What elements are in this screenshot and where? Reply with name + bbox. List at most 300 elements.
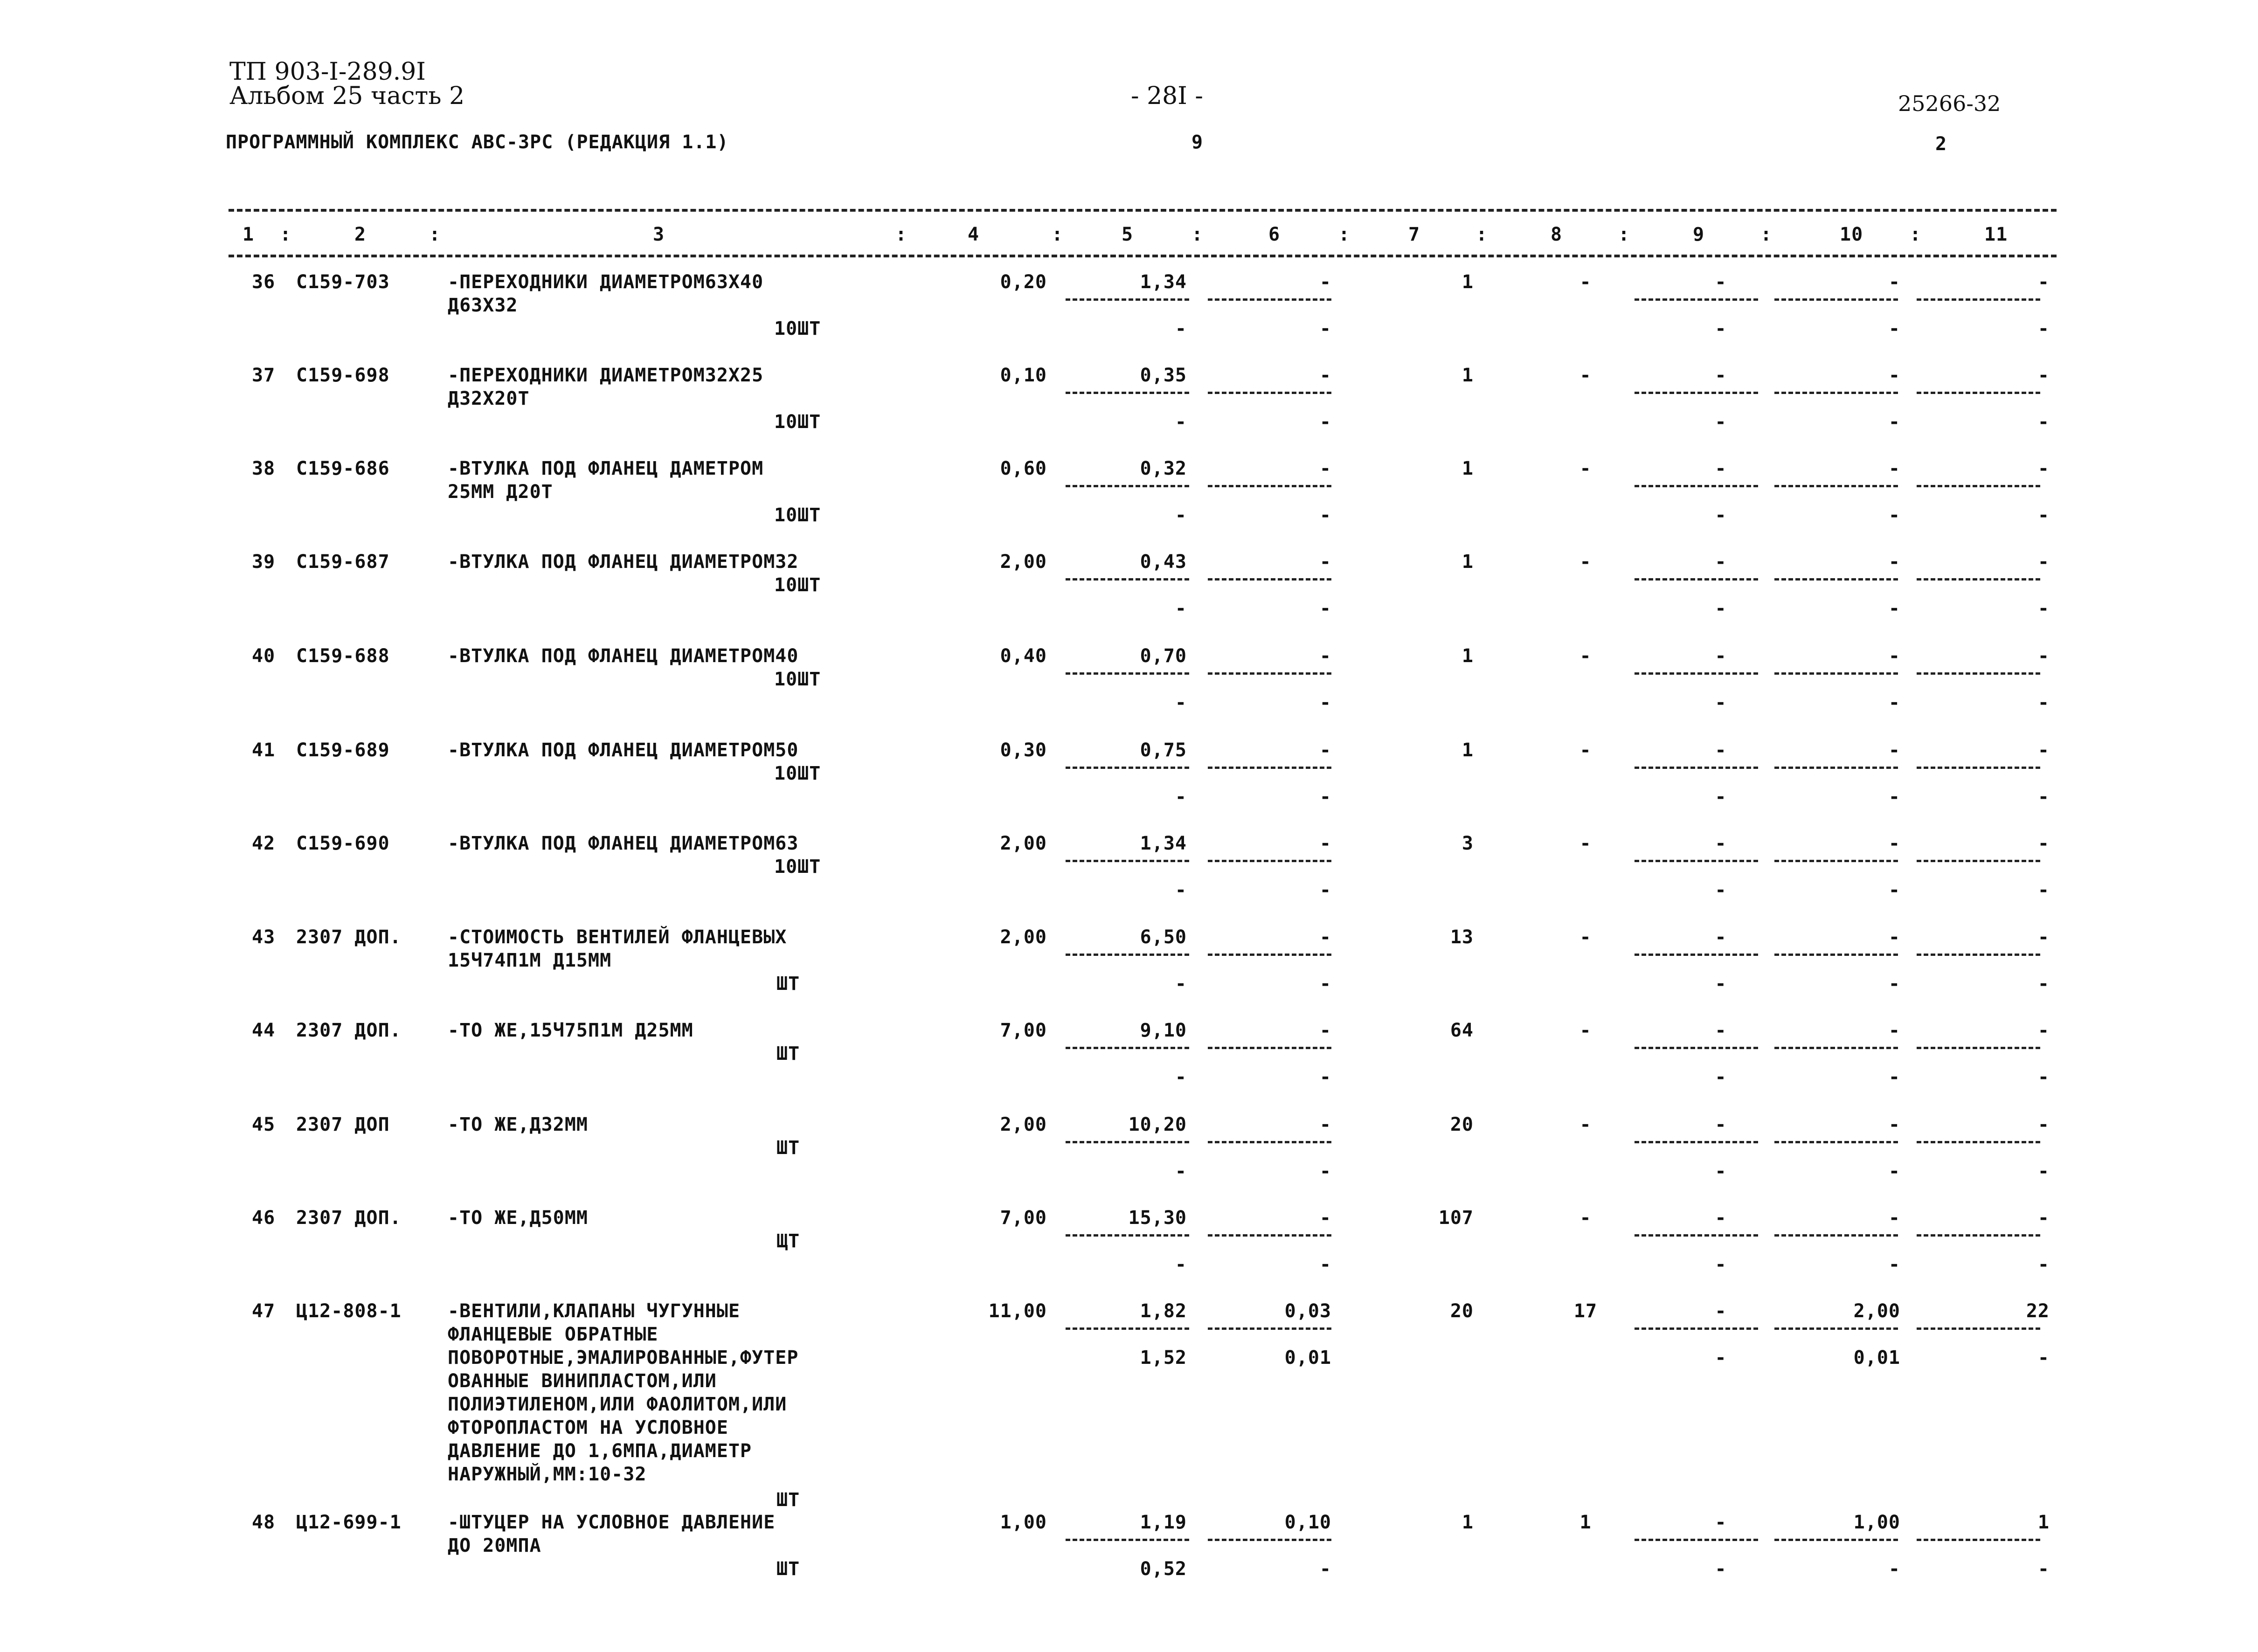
col11-lower-value: - xyxy=(2037,1161,2050,1182)
unit-cost-lower-value: - xyxy=(1175,318,1187,339)
machine-cost-lower-value: - xyxy=(1319,1254,1331,1275)
value-divider xyxy=(1066,767,1189,769)
col10-value: - xyxy=(1888,926,1900,948)
work-description-line: -ТО ЖЕ,Д32ММ xyxy=(448,1114,588,1135)
unit-label: 10ШТ xyxy=(774,318,821,339)
col9-value: - xyxy=(1715,740,1727,761)
col9-value: - xyxy=(1715,645,1727,667)
machine-cost-value: - xyxy=(1319,926,1331,948)
value-divider xyxy=(1774,1234,1898,1237)
quantity-value: 0,60 xyxy=(1000,458,1047,479)
col8-value: - xyxy=(1579,740,1592,761)
col9-lower-value: - xyxy=(1715,879,1727,901)
unit-cost-lower-value: - xyxy=(1175,1254,1187,1275)
value-divider xyxy=(1917,1539,2040,1541)
col9-value: - xyxy=(1715,833,1727,854)
value-divider xyxy=(1774,1141,1898,1143)
machine-cost-lower-value: - xyxy=(1319,1161,1331,1182)
unit-cost-value: 0,43 xyxy=(1140,551,1187,573)
unit-cost-lower-value: 1,52 xyxy=(1140,1347,1187,1369)
row-number: 40 xyxy=(252,645,276,667)
unit-label: 10ШТ xyxy=(774,574,821,596)
col9-lower-value: - xyxy=(1715,411,1727,433)
col9-lower-value: - xyxy=(1715,1347,1727,1369)
col11-lower-value: - xyxy=(2037,1347,2050,1369)
column-separator: : xyxy=(429,224,441,245)
row-number: 48 xyxy=(252,1512,276,1533)
value-divider xyxy=(1774,485,1898,487)
col9-value: - xyxy=(1715,458,1727,479)
col8-value: - xyxy=(1579,1207,1592,1229)
machine-cost-value: - xyxy=(1319,458,1331,479)
work-description-line: ФТОРОПЛАСТОМ НА УСЛОВНОЕ xyxy=(448,1417,728,1438)
col11-value: - xyxy=(2037,271,2050,293)
col11-value: - xyxy=(2037,740,2050,761)
value-divider xyxy=(1066,1327,1189,1330)
unit-label: 10ШТ xyxy=(774,505,821,526)
unit-cost-lower-value: - xyxy=(1175,598,1187,619)
column-separator: : xyxy=(280,224,292,245)
col11-lower-value: - xyxy=(2037,318,2050,339)
table-top-rule xyxy=(229,209,2057,212)
value-divider xyxy=(1635,954,1758,956)
col10-lower-value: - xyxy=(1888,786,1900,808)
norm-code: 2307 ДОП xyxy=(296,1114,390,1135)
value-divider xyxy=(1066,672,1189,675)
value-divider xyxy=(1066,578,1189,581)
quantity-value: 2,00 xyxy=(1000,926,1047,948)
unit-cost-value: 1,19 xyxy=(1140,1512,1187,1533)
value-divider xyxy=(1066,1047,1189,1049)
col10-lower-value: - xyxy=(1888,411,1900,433)
total-value: 1 xyxy=(1461,365,1474,386)
quantity-value: 7,00 xyxy=(1000,1207,1047,1229)
total-value: 20 xyxy=(1450,1114,1474,1135)
column-separator: : xyxy=(1338,224,1351,245)
machine-cost-value: - xyxy=(1319,271,1331,293)
value-divider xyxy=(1635,1539,1758,1541)
unit-label: 10ШТ xyxy=(774,763,821,784)
col10-lower-value: - xyxy=(1888,598,1900,619)
col9-value: - xyxy=(1715,1207,1727,1229)
quantity-value: 0,20 xyxy=(1000,271,1047,293)
unit-cost-lower-value: - xyxy=(1175,505,1187,526)
work-description-line: ПОВОРОТНЫЕ,ЭМАЛИРОВАННЫЕ,ФУТЕР xyxy=(448,1347,799,1369)
unit-label: ШТ xyxy=(776,973,800,995)
quantity-value: 2,00 xyxy=(1000,833,1047,854)
total-value: 64 xyxy=(1450,1020,1474,1041)
work-description-line: ДО 20МПА xyxy=(448,1535,541,1556)
total-value: 1 xyxy=(1461,551,1474,573)
col8-value: - xyxy=(1579,1114,1592,1135)
value-divider xyxy=(1917,1327,2040,1330)
col10-value: - xyxy=(1888,458,1900,479)
unit-label: 10ШТ xyxy=(774,411,821,433)
col9-value: - xyxy=(1715,1512,1727,1533)
machine-cost-value: - xyxy=(1319,551,1331,573)
total-value: 20 xyxy=(1450,1300,1474,1322)
unit-cost-lower-value: - xyxy=(1175,1066,1187,1088)
col11-value: 1 xyxy=(2037,1512,2050,1533)
col10-value: - xyxy=(1888,1207,1900,1229)
work-description-line: -ПЕРЕХОДНИКИ ДИАМЕТРОМ32Х25 xyxy=(448,365,764,386)
value-divider xyxy=(1635,672,1758,675)
total-value: 1 xyxy=(1461,645,1474,667)
unit-cost-value: 1,82 xyxy=(1140,1300,1187,1322)
col9-lower-value: - xyxy=(1715,786,1727,808)
col9-lower-value: - xyxy=(1715,1254,1727,1275)
row-number: 47 xyxy=(252,1300,276,1322)
unit-cost-lower-value: - xyxy=(1175,879,1187,901)
unit-cost-value: 0,35 xyxy=(1140,365,1187,386)
document-stamp: 25266-32 xyxy=(1898,91,2001,116)
quantity-value: 7,00 xyxy=(1000,1020,1047,1041)
col10-value: - xyxy=(1888,740,1900,761)
machine-cost-lower-value: - xyxy=(1319,786,1331,808)
column-number: 5 xyxy=(1122,224,1134,245)
value-divider xyxy=(1917,954,2040,956)
value-divider xyxy=(1208,672,1331,675)
col10-lower-value: 0,01 xyxy=(1853,1347,1900,1369)
row-number: 36 xyxy=(252,271,276,293)
col9-value: - xyxy=(1715,271,1727,293)
machine-cost-lower-value: - xyxy=(1319,879,1331,901)
col10-lower-value: - xyxy=(1888,973,1900,995)
row-number: 45 xyxy=(252,1114,276,1135)
col11-value: - xyxy=(2037,645,2050,667)
work-description-line: -СТОИМОСТЬ ВЕНТИЛЕЙ ФЛАНЦЕВЫХ xyxy=(448,926,787,948)
col11-lower-value: - xyxy=(2037,1558,2050,1580)
value-divider xyxy=(1774,954,1898,956)
work-description-line: -ВТУЛКА ПОД ФЛАНЕЦ ДИАМЕТРОМ50 xyxy=(448,740,799,761)
col10-value: - xyxy=(1888,365,1900,386)
work-description-line: -ВЕНТИЛИ,КЛАПАНЫ ЧУГУННЫЕ xyxy=(448,1300,741,1322)
col11-lower-value: - xyxy=(2037,973,2050,995)
machine-cost-lower-value: - xyxy=(1319,692,1331,713)
work-description-line: -ТО ЖЕ,15Ч75П1М Д25ММ xyxy=(448,1020,693,1041)
col9-lower-value: - xyxy=(1715,318,1727,339)
col11-lower-value: - xyxy=(2037,786,2050,808)
work-description-line: -ВТУЛКА ПОД ФЛАНЕЦ ДИАМЕТРОМ63 xyxy=(448,833,799,854)
unit-cost-value: 9,10 xyxy=(1140,1020,1187,1041)
col11-lower-value: - xyxy=(2037,879,2050,901)
norm-code: С159-688 xyxy=(296,645,390,667)
sheet-index-left: 9 xyxy=(1191,131,1204,153)
value-divider xyxy=(1917,672,2040,675)
machine-cost-value: 0,03 xyxy=(1284,1300,1331,1322)
value-divider xyxy=(1917,298,2040,301)
unit-label: ЩТ xyxy=(776,1230,800,1252)
unit-cost-value: 6,50 xyxy=(1140,926,1187,948)
unit-cost-value: 0,75 xyxy=(1140,740,1187,761)
col10-lower-value: - xyxy=(1888,1161,1900,1182)
norm-code: С159-687 xyxy=(296,551,390,573)
column-separator: : xyxy=(895,224,907,245)
col11-lower-value: - xyxy=(2037,1066,2050,1088)
total-value: 1 xyxy=(1461,271,1474,293)
value-divider xyxy=(1917,767,2040,769)
col11-lower-value: - xyxy=(2037,1254,2050,1275)
value-divider xyxy=(1635,1327,1758,1330)
machine-cost-value: - xyxy=(1319,833,1331,854)
work-description-line: -ВТУЛКА ПОД ФЛАНЕЦ ДАМЕТРОМ xyxy=(448,458,764,479)
column-separator: : xyxy=(1191,224,1204,245)
value-divider xyxy=(1208,298,1331,301)
col11-value: 22 xyxy=(2026,1300,2050,1322)
col9-lower-value: - xyxy=(1715,1558,1727,1580)
quantity-value: 0,30 xyxy=(1000,740,1047,761)
machine-cost-lower-value: - xyxy=(1319,973,1331,995)
col8-value: - xyxy=(1579,551,1592,573)
total-value: 3 xyxy=(1461,833,1474,854)
norm-code: С159-689 xyxy=(296,740,390,761)
work-description-line: ОВАННЫЕ ВИНИПЛАСТОМ,ИЛИ xyxy=(448,1370,717,1392)
norm-code: 2307 ДОП. xyxy=(296,926,402,948)
column-number: 9 xyxy=(1693,224,1705,245)
col8-value: 1 xyxy=(1579,1512,1592,1533)
unit-cost-value: 0,70 xyxy=(1140,645,1187,667)
value-divider xyxy=(1066,485,1189,487)
norm-code: С159-686 xyxy=(296,458,390,479)
row-number: 39 xyxy=(252,551,276,573)
value-divider xyxy=(1774,298,1898,301)
work-description-line: ПОЛИЭТИЛЕНОМ,ИЛИ ФАОЛИТОМ,ИЛИ xyxy=(448,1394,787,1415)
value-divider xyxy=(1066,298,1189,301)
work-description-line: -ВТУЛКА ПОД ФЛАНЕЦ ДИАМЕТРОМ32 xyxy=(448,551,799,573)
value-divider xyxy=(1917,1234,2040,1237)
value-divider xyxy=(1774,672,1898,675)
unit-cost-lower-value: - xyxy=(1175,973,1187,995)
column-separator: : xyxy=(1910,224,1922,245)
unit-label: ШТ xyxy=(776,1489,800,1511)
value-divider xyxy=(1774,767,1898,769)
norm-code: Ц12-808-1 xyxy=(296,1300,402,1322)
value-divider xyxy=(1208,578,1331,581)
col10-value: 1,00 xyxy=(1853,1512,1900,1533)
col8-value: 17 xyxy=(1573,1300,1598,1322)
work-description-line: -ТО ЖЕ,Д50ММ xyxy=(448,1207,588,1229)
value-divider xyxy=(1208,1047,1331,1049)
value-divider xyxy=(1635,1047,1758,1049)
table-header-rule xyxy=(229,255,2057,257)
document-code: ТП 903-I-289.9I xyxy=(229,58,426,86)
unit-cost-lower-value: - xyxy=(1175,786,1187,808)
col8-value: - xyxy=(1579,645,1592,667)
value-divider xyxy=(1774,392,1898,394)
value-divider xyxy=(1208,392,1331,394)
machine-cost-lower-value: - xyxy=(1319,505,1331,526)
value-divider xyxy=(1208,954,1331,956)
value-divider xyxy=(1774,1047,1898,1049)
work-description-line: ДАВЛЕНИЕ ДО 1,6МПА,ДИАМЕТР xyxy=(448,1440,752,1462)
norm-code: С159-703 xyxy=(296,271,390,293)
unit-label: 10ШТ xyxy=(774,856,821,878)
col9-lower-value: - xyxy=(1715,1066,1727,1088)
value-divider xyxy=(1917,1047,2040,1049)
col11-value: - xyxy=(2037,1207,2050,1229)
col9-value: - xyxy=(1715,365,1727,386)
col9-lower-value: - xyxy=(1715,598,1727,619)
col11-value: - xyxy=(2037,365,2050,386)
value-divider xyxy=(1635,485,1758,487)
unit-label: 10ШТ xyxy=(774,669,821,690)
quantity-value: 11,00 xyxy=(988,1300,1047,1322)
value-divider xyxy=(1066,1539,1189,1541)
work-description-line: Д63Х32 xyxy=(448,295,518,316)
value-divider xyxy=(1208,767,1331,769)
row-number: 41 xyxy=(252,740,276,761)
value-divider xyxy=(1774,578,1898,581)
column-number: 10 xyxy=(1840,224,1863,245)
col9-value: - xyxy=(1715,1020,1727,1041)
col10-value: - xyxy=(1888,645,1900,667)
quantity-value: 2,00 xyxy=(1000,551,1047,573)
unit-cost-value: 1,34 xyxy=(1140,833,1187,854)
col10-value: - xyxy=(1888,1114,1900,1135)
unit-cost-lower-value: - xyxy=(1175,692,1187,713)
col11-value: - xyxy=(2037,926,2050,948)
unit-cost-value: 15,30 xyxy=(1128,1207,1187,1229)
quantity-value: 0,10 xyxy=(1000,365,1047,386)
col10-lower-value: - xyxy=(1888,879,1900,901)
norm-code: С159-690 xyxy=(296,833,390,854)
col11-value: - xyxy=(2037,1020,2050,1041)
column-number: 3 xyxy=(653,224,665,245)
machine-cost-lower-value: - xyxy=(1319,411,1331,433)
norm-code: Ц12-699-1 xyxy=(296,1512,402,1533)
machine-cost-lower-value: - xyxy=(1319,318,1331,339)
unit-cost-value: 10,20 xyxy=(1128,1114,1187,1135)
norm-code: С159-698 xyxy=(296,365,390,386)
value-divider xyxy=(1774,1327,1898,1330)
value-divider xyxy=(1066,392,1189,394)
col11-lower-value: - xyxy=(2037,411,2050,433)
col10-value: 2,00 xyxy=(1853,1300,1900,1322)
quantity-value: 0,40 xyxy=(1000,645,1047,667)
column-number: 4 xyxy=(968,224,980,245)
unit-cost-lower-value: 0,52 xyxy=(1140,1558,1187,1580)
total-value: 1 xyxy=(1461,740,1474,761)
total-value: 13 xyxy=(1450,926,1474,948)
col11-value: - xyxy=(2037,833,2050,854)
work-description-line: 25ММ Д20Т xyxy=(448,481,553,503)
total-value: 1 xyxy=(1461,458,1474,479)
value-divider xyxy=(1066,954,1189,956)
value-divider xyxy=(1066,1141,1189,1143)
work-description-line: НАРУЖНЫЙ,ММ:10-32 xyxy=(448,1464,647,1485)
col8-value: - xyxy=(1579,1020,1592,1041)
value-divider xyxy=(1917,860,2040,862)
machine-cost-value: 0,10 xyxy=(1284,1512,1331,1533)
machine-cost-value: - xyxy=(1319,1207,1331,1229)
total-value: 107 xyxy=(1438,1207,1474,1229)
unit-cost-lower-value: - xyxy=(1175,411,1187,433)
work-description-line: -ШТУЦЕР НА УСЛОВНОЕ ДАВЛЕНИЕ xyxy=(448,1512,776,1533)
norm-code: 2307 ДОП. xyxy=(296,1020,402,1041)
col10-lower-value: - xyxy=(1888,505,1900,526)
machine-cost-value: - xyxy=(1319,645,1331,667)
col10-value: - xyxy=(1888,833,1900,854)
machine-cost-value: - xyxy=(1319,1020,1331,1041)
col11-value: - xyxy=(2037,551,2050,573)
row-number: 38 xyxy=(252,458,276,479)
col11-value: - xyxy=(2037,1114,2050,1135)
col11-value: - xyxy=(2037,458,2050,479)
col11-lower-value: - xyxy=(2037,692,2050,713)
unit-cost-value: 0,32 xyxy=(1140,458,1187,479)
column-number: 8 xyxy=(1551,224,1563,245)
col9-lower-value: - xyxy=(1715,1161,1727,1182)
column-number: 11 xyxy=(1984,224,2008,245)
value-divider xyxy=(1066,1234,1189,1237)
col11-lower-value: - xyxy=(2037,505,2050,526)
machine-cost-value: - xyxy=(1319,365,1331,386)
col11-lower-value: - xyxy=(2037,598,2050,619)
column-number: 2 xyxy=(354,224,367,245)
program-title: ПРОГРАММНЫЙ КОМПЛЕКС АВС-3РС (РЕДАКЦИЯ 1.1) xyxy=(226,131,729,153)
col10-value: - xyxy=(1888,551,1900,573)
value-divider xyxy=(1917,1141,2040,1143)
column-separator: : xyxy=(1476,224,1488,245)
col10-lower-value: - xyxy=(1888,1066,1900,1088)
value-divider xyxy=(1635,298,1758,301)
row-number: 46 xyxy=(252,1207,276,1229)
total-value: 1 xyxy=(1461,1512,1474,1533)
unit-label: ШТ xyxy=(776,1137,800,1159)
col10-value: - xyxy=(1888,1020,1900,1041)
col10-lower-value: - xyxy=(1888,318,1900,339)
value-divider xyxy=(1635,860,1758,862)
work-description-line: 15Ч74П1М Д15ММ xyxy=(448,950,612,971)
value-divider xyxy=(1635,1234,1758,1237)
value-divider xyxy=(1208,860,1331,862)
column-number: 6 xyxy=(1268,224,1281,245)
row-number: 43 xyxy=(252,926,276,948)
col10-lower-value: - xyxy=(1888,1254,1900,1275)
column-number: 1 xyxy=(242,224,255,245)
page-number: - 28I - xyxy=(1131,82,1203,110)
value-divider xyxy=(1635,578,1758,581)
unit-cost-lower-value: - xyxy=(1175,1161,1187,1182)
value-divider xyxy=(1917,392,2040,394)
machine-cost-value: - xyxy=(1319,740,1331,761)
column-separator: : xyxy=(1052,224,1064,245)
col8-value: - xyxy=(1579,365,1592,386)
value-divider xyxy=(1208,485,1331,487)
machine-cost-lower-value: 0,01 xyxy=(1284,1347,1331,1369)
col9-value: - xyxy=(1715,1300,1727,1322)
machine-cost-lower-value: - xyxy=(1319,598,1331,619)
value-divider xyxy=(1208,1539,1331,1541)
value-divider xyxy=(1917,578,2040,581)
sheet-index-right: 2 xyxy=(1935,133,1947,155)
value-divider xyxy=(1635,767,1758,769)
value-divider xyxy=(1208,1141,1331,1143)
machine-cost-value: - xyxy=(1319,1114,1331,1135)
col9-lower-value: - xyxy=(1715,692,1727,713)
value-divider xyxy=(1208,1234,1331,1237)
value-divider xyxy=(1066,860,1189,862)
row-number: 44 xyxy=(252,1020,276,1041)
col10-lower-value: - xyxy=(1888,692,1900,713)
row-number: 37 xyxy=(252,365,276,386)
col9-value: - xyxy=(1715,926,1727,948)
work-description-line: ФЛАНЦЕВЫЕ ОБРАТНЫЕ xyxy=(448,1324,658,1345)
col9-lower-value: - xyxy=(1715,505,1727,526)
col8-value: - xyxy=(1579,271,1592,293)
album-label: Альбом 25 часть 2 xyxy=(229,82,465,110)
quantity-value: 1,00 xyxy=(1000,1512,1047,1533)
